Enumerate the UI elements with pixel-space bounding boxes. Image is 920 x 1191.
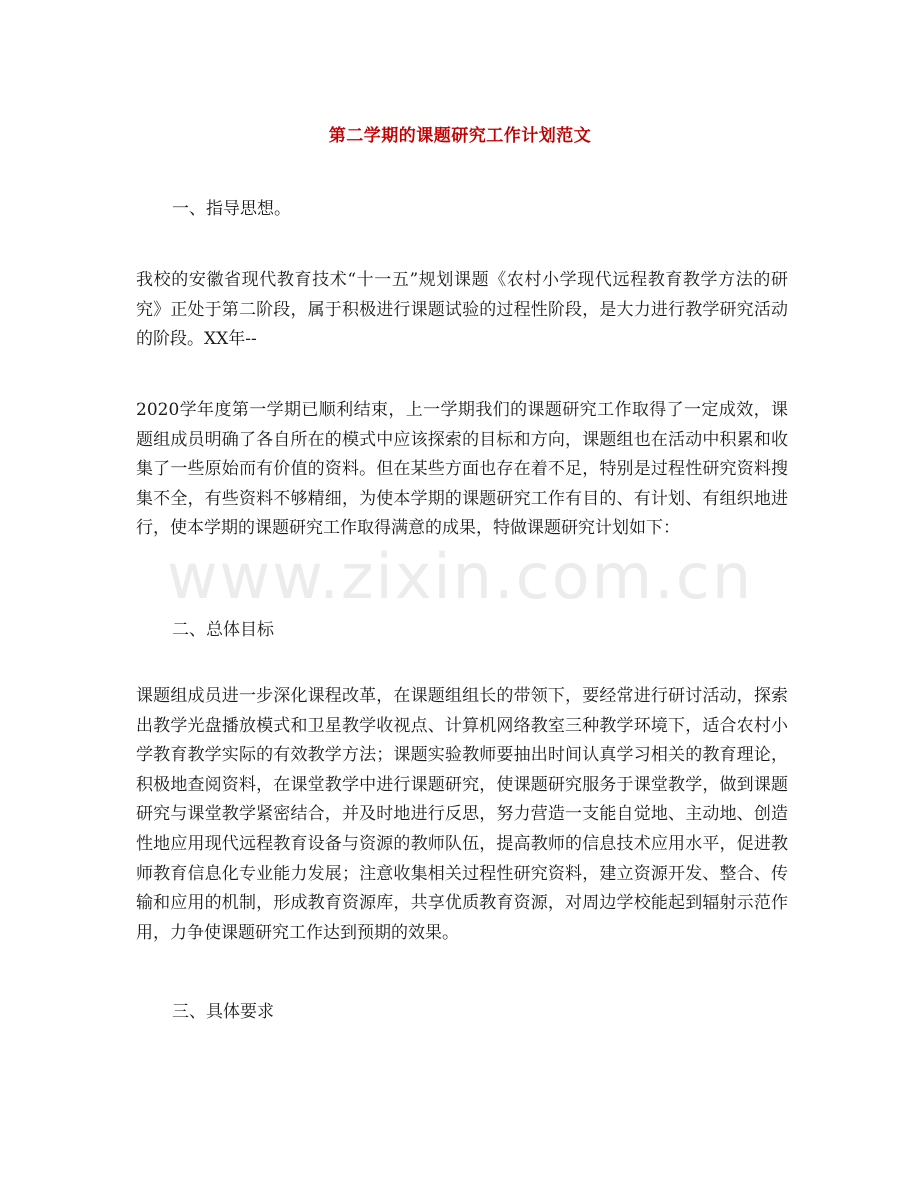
watermark: www.zixin.com.cn [166, 540, 754, 613]
section-heading-guiding-ideology: 一、指导思想。 [172, 199, 291, 219]
paragraph-review: 2020学年度第一学期已顺利结束，上一学期我们的课题研究工作取得了一定成效，课题组成员明确了各自所在的模式中应该探索的目标和方向，课题组也在活动中积累和收集了一些原始而有价值的资料。但在某些方面也存在着不足，特别是过程性研究资料搜集不全，有些资料不够精细，为使本学期的课题研究工作有目的、有计划、有组织地进行，使本学期的课题研究工作取得满意的成果，特做课题研究计划如下： [136, 400, 788, 539]
section-heading-specific-requirements: 三、具体要求 [172, 1002, 274, 1022]
paragraph-intro: 我校的安徽省现代教育技术“十一五”规划课题《农村小学现代远程教育教学方法的研究》正处于第二阶段，属于积极进行课题试验的过程性阶段，是大力进行教学研究活动的阶段。XX年-- [136, 270, 788, 350]
document-title: 第二学期的课题研究工作计划范文 [328, 126, 592, 146]
paragraph-goal: 课题组成员进一步深化课程改革，在课题组组长的带领下，要经常进行研讨活动，探索出教学光盘播放模式和卫星教学收视点、计算机网络教室三种教学环境下，适合农村小学教育教学实际的有效教学方法；课题实验教师要抽出时间认真学习相关的教育理论，积极地查阅资料，在课堂教学中进行课题研究，使课题研究服务于课堂教学，做到课题研究与课堂教学紧密结合，并及时地进行反思，努力营造一支能自觉地、主动地、创造性地应用现代远程教育设备与资源的教师队伍，提高教师的信息技术应用水平，促进教师教育信息化专业能力发展；注意收集相关过程性研究资料，建立资源开发、整合、传输和应用的机制，形成教育资源库，共享优质教育资源，对周边学校能起到辐射示范作用，力争使课题研究工作达到预期的效果。 [136, 686, 788, 943]
section-heading-overall-goal: 二、总体目标 [172, 620, 274, 640]
